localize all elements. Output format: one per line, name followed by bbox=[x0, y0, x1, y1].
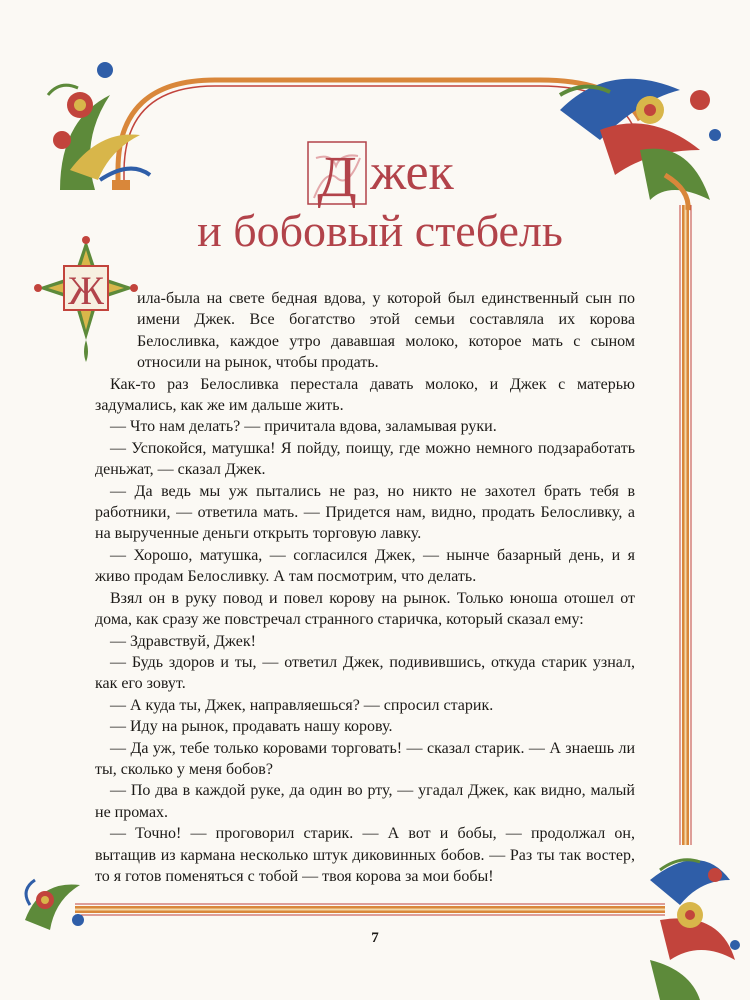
title-line-1 bbox=[150, 132, 610, 208]
drop-cap-letter: Ж bbox=[68, 268, 104, 313]
paragraph: — Что нам делать? — причитала вдова, заламывая руки. bbox=[110, 418, 497, 436]
story-title bbox=[150, 132, 610, 260]
paragraph: — Успокойся, матушка! Я пойду, поищу, где можно немного подзаработать деньжат, — сказал Джек. bbox=[95, 439, 635, 479]
title-line-1-text: жек bbox=[370, 144, 454, 201]
paragraph: Как-то раз Белосливка перестала давать молоко, и Джек с матерью задумались, как же им дальше жить. bbox=[95, 375, 635, 415]
title-line-2: и бобовый стебель bbox=[197, 205, 563, 256]
floral-ornament-icon bbox=[650, 860, 740, 1000]
floral-ornament-icon bbox=[25, 880, 84, 930]
paragraph: — По два в каждой руке, да один во рту, — угадал Джек, как видно, малый не промах. bbox=[95, 782, 635, 821]
title-initial-letter: Д bbox=[317, 144, 357, 208]
paragraph: — Да уж, тебе только коровами торговать! — сказал старик. — А знаешь ли ты, сколько у меня бобов? bbox=[95, 739, 635, 778]
paragraph: — Да ведь мы уж пытались не раз, но никто не захотел брать тебя в работники, — ответила мать. — Придется нам, видно, продать Белосливку, а на вырученные деньги открыть торговую лавку. bbox=[95, 482, 635, 543]
floral-ornament-icon bbox=[48, 62, 150, 190]
paragraph: — Хорошо, матушка, — согласился Джек, — нынче базарный день, и я живо продам Белосливку. А там посмотрим, что делать. bbox=[95, 546, 635, 586]
title-initial bbox=[306, 138, 368, 208]
paragraph: — Будь здоров и ты, — ответил Джек, подивившись, откуда старик узнал, как его зовут. bbox=[95, 653, 635, 693]
paragraph: — А куда ты, Джек, направляешься? — спросил старик. bbox=[110, 696, 494, 714]
paragraph: ила-была на свете бедная вдова, у которой был единственный сын по имени Джек. Все богатство этой семьи составляла их корова Белосливка, каждое утро дававшая молоко, которое мать с сыном относили на рынок, чтобы продать. bbox=[137, 290, 635, 372]
story-text bbox=[95, 288, 635, 887]
paragraph: — Иду на рынок, продавать нашу корову. bbox=[110, 718, 393, 736]
paragraph: — Здравствуй, Джек! bbox=[110, 632, 256, 650]
paragraph: — Точно! — проговорил старик. — А вот и бобы, — продолжал он, вытащив из кармана несколько штук диковинных бобов. — Раз ты так востер, то я готов поменяться с тобой — твоя корова за мои бобы! bbox=[95, 825, 635, 885]
paragraph: Взял он в руку повод и повел корову на рынок. Только юноша отошел от дома, как сразу же повстречал странного старичка, который сказал ему: bbox=[95, 589, 635, 629]
decorated-initial-icon bbox=[306, 138, 368, 208]
page-number: 7 bbox=[371, 930, 379, 946]
